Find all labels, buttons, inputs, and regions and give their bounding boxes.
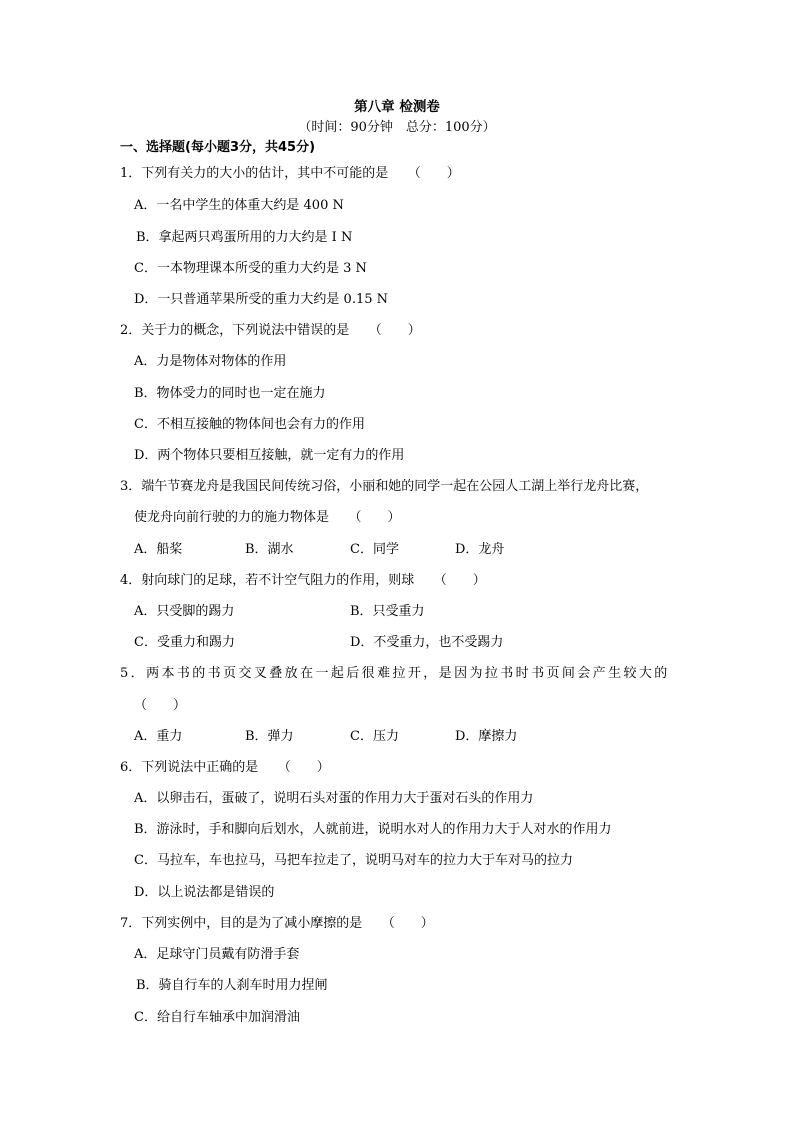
- question-2-stem: 2．关于力的概念，下列说法中错误的是 （ ）: [120, 323, 421, 338]
- question-2-option-b: B．物体受力的同时也一定在施力: [134, 386, 326, 401]
- question-5-option-b: B．弹力: [245, 729, 294, 744]
- question-4-option-b: B．只受重力: [350, 604, 425, 619]
- question-2-option-a: A．力是物体对物体的作用: [134, 354, 287, 369]
- section-heading: 一、选择题(每小题3分，共45分): [120, 140, 316, 155]
- question-1-option-b: B．拿起两只鸡蛋所用的力大约是 I N: [136, 230, 353, 245]
- question-6-stem: 6．下列说法中正确的是 （ ）: [120, 760, 330, 775]
- question-4-option-c: C．受重力和踢力: [134, 635, 235, 650]
- question-5-stem: 5．两本书的书页交叉叠放在一起后很难拉开，是因为拉书时书页间会产生较大的: [120, 666, 670, 681]
- question-5-option-d: D．摩擦力: [455, 729, 518, 744]
- question-7-option-a: A．足球守门员戴有防滑手套: [134, 947, 300, 962]
- question-4-option-a: A．只受脚的踢力: [134, 604, 235, 619]
- question-6-option-b: B．游泳时，手和脚向后划水，人就前进，说明水对人的作用力大于人对水的作用力: [134, 822, 612, 837]
- question-2-option-d: D．两个物体只要相互接触，就一定有力的作用: [134, 448, 405, 463]
- question-7-option-c: C．给自行车轴承中加润滑油: [134, 1010, 300, 1025]
- exam-info: （时间：90分钟 总分：100分）: [298, 120, 496, 135]
- question-1-option-c: C．一本物理课本所受的重力大约是 3 N: [134, 261, 367, 276]
- question-2-option-c: C．不相互接触的物体间也会有力的作用: [134, 417, 365, 432]
- question-5-stem-continued: （ ）: [134, 698, 187, 713]
- question-7-stem: 7．下列实例中，目的是为了减小摩擦的是 （ ）: [120, 916, 434, 931]
- page-title: 第八章 检测卷: [354, 99, 440, 115]
- question-1-option-d: D．一只普通苹果所受的重力大约是 0.15 N: [134, 292, 389, 307]
- question-5-option-c: C．压力: [350, 729, 399, 744]
- question-3-stem-continued: 使龙舟向前行驶的力的施力物体是 （ ）: [134, 510, 401, 525]
- question-4-stem: 4．射向球门的足球，若不计空气阻力的作用，则球 （ ）: [120, 573, 486, 588]
- question-3-option-b: B．湖水: [245, 542, 294, 557]
- question-6-option-d: D．以上说法都是错误的: [134, 885, 275, 900]
- question-1-stem: 1．下列有关力的大小的估计，其中不可能的是 （ ）: [120, 166, 460, 181]
- question-7-option-b: B．骑自行车的人刹车时用力捏闸: [136, 978, 328, 993]
- question-3-option-d: D．龙舟: [455, 542, 505, 557]
- question-6-option-c: C．马拉车，车也拉马，马把车拉走了，说明马对车的拉力大于车对马的拉力: [134, 853, 573, 868]
- question-3-stem: 3．端午节赛龙舟是我国民间传统习俗，小丽和她的同学一起在公园人工湖上举行龙舟比赛，: [120, 479, 649, 494]
- question-4-option-d: D．不受重力，也不受踢力: [350, 635, 504, 650]
- question-1-option-a: A．一名中学生的体重大约是 400 N: [134, 198, 344, 213]
- question-3-option-c: C．同学: [350, 542, 399, 557]
- question-5-option-a: A．重力: [134, 729, 183, 744]
- question-6-option-a: A．以卵击石，蛋破了，说明石头对蛋的作用力大于蛋对石头的作用力: [134, 791, 534, 806]
- question-3-option-a: A．船桨: [134, 542, 183, 557]
